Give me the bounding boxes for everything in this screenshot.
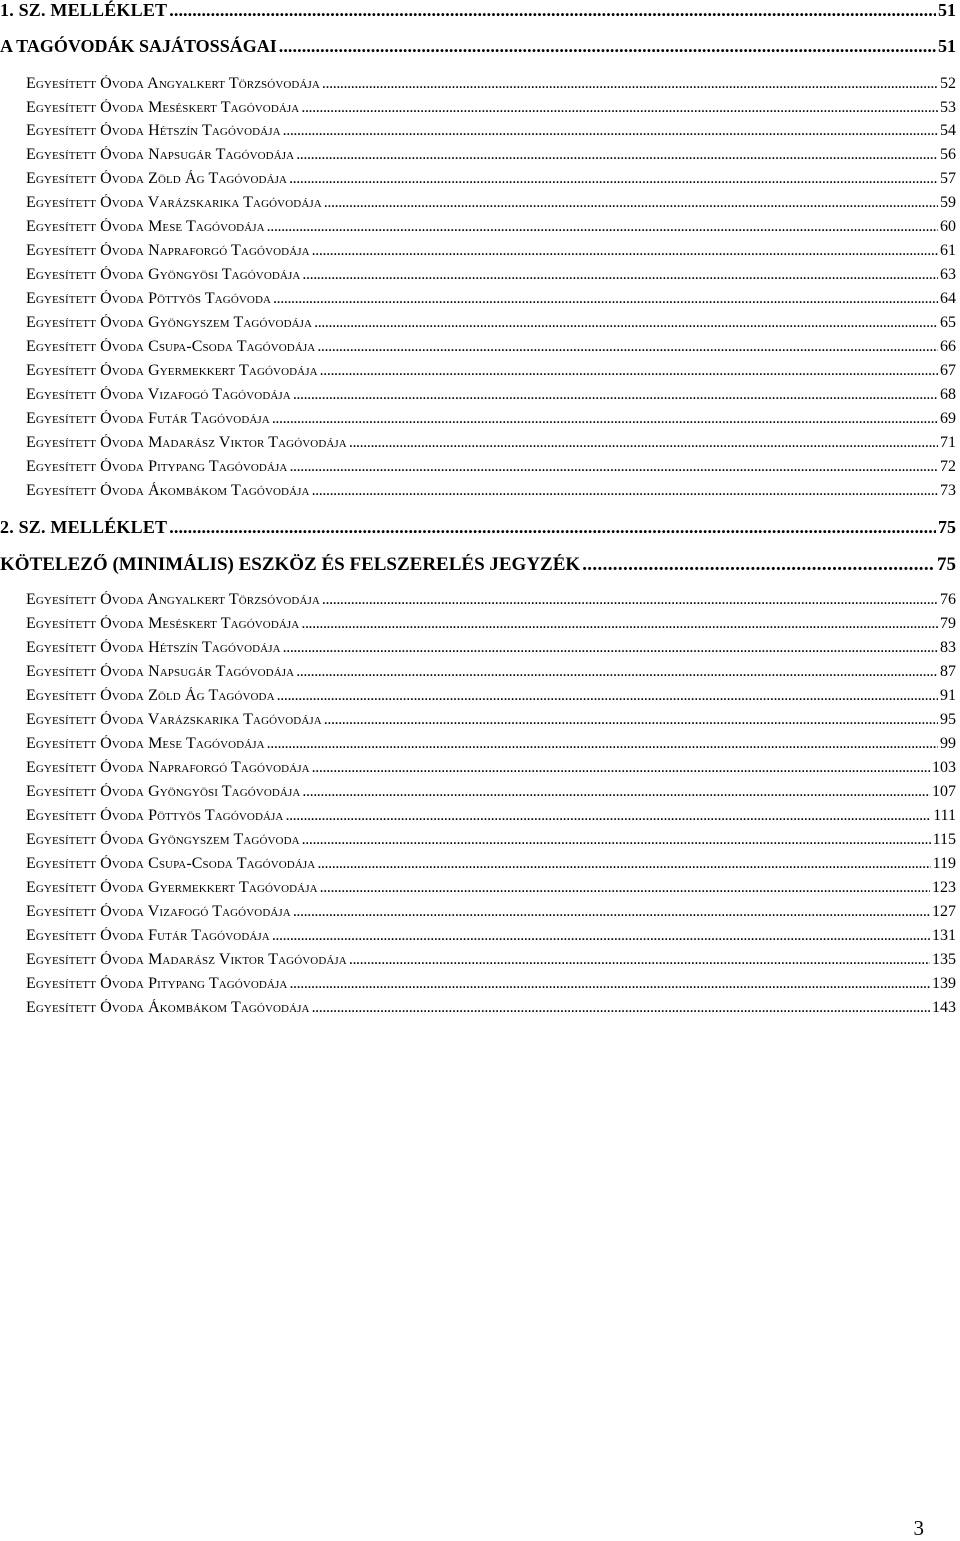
toc-entry-title: Egyesített Óvoda Varázskarika Tagóvodája [26,194,322,211]
toc-entry[interactable] [26,99,956,117]
toc-leader-dots [283,639,938,657]
toc-leader-dots [582,554,935,576]
toc-entry-page: 95 [940,711,956,728]
toc-entry[interactable] [26,482,956,500]
toc-entry-page: 65 [940,314,956,331]
toc-leader-dots [301,615,938,633]
toc-entry-title: Egyesített Óvoda Futár Tagóvodája [26,410,270,427]
toc-heading-page: 75 [938,517,956,537]
toc-leader-dots [302,831,931,849]
toc-entry[interactable] [26,194,956,212]
toc-entry-title: Egyesített Óvoda Zöld Ág Tagóvodája [26,170,288,187]
toc-entry-title: Egyesített Óvoda Meséskert Tagóvodája [26,99,300,116]
toc-leader-dots [312,482,938,500]
toc-entry-title: Egyesített Óvoda Futár Tagóvodája [26,927,270,944]
toc-entry[interactable] [26,146,956,164]
toc-entry-page: 71 [940,434,956,451]
toc-entry-title: Egyesített Óvoda Madarász Viktor Tagóvodája [26,951,347,968]
toc-entry[interactable] [26,218,956,236]
toc-heading-page: 51 [938,0,956,20]
toc-entry-title: Egyesített Óvoda Gyermekkert Tagóvodája [26,879,318,896]
toc-entry-title: Egyesített Óvoda Hétszín Tagóvodája [26,122,281,139]
toc-heading-title: 1. SZ. MELLÉKLET [0,0,168,20]
toc-leader-dots [312,242,938,260]
toc-heading-2[interactable] [0,517,956,538]
toc-leader-dots [320,879,930,897]
toc-entry-page: 66 [940,338,956,355]
toc-entry-page: 83 [940,639,956,656]
toc-leader-dots [322,591,938,609]
page-number: 3 [913,1516,924,1540]
toc-entry[interactable] [26,831,956,849]
toc-entry[interactable] [26,639,956,657]
toc-leader-dots [289,458,938,476]
toc-entry[interactable] [26,879,956,897]
toc-entry[interactable] [26,170,956,188]
toc-entry-page: 52 [940,75,956,92]
toc-leader-dots [324,711,938,729]
toc-entry[interactable] [26,615,956,633]
toc-entry-page: 111 [933,807,956,824]
toc-entry[interactable] [26,242,956,260]
toc-leader-dots [169,0,936,21]
toc-leader-dots [289,975,930,993]
toc-entry-page: 107 [932,783,956,800]
toc-entry-page: 64 [940,290,956,307]
toc-entry-title: Egyesített Óvoda Varázskarika Tagóvodája [26,711,322,728]
toc-entry[interactable] [26,903,956,921]
toc-entry-title: Egyesített Óvoda Pöttyös Tagóvodája [26,807,284,824]
toc-entry-page: 87 [940,663,956,680]
toc-entry-title: Egyesített Óvoda Pitypang Tagóvodája [26,975,288,992]
toc-entry-page: 53 [940,99,956,116]
toc-entry[interactable] [26,759,956,777]
toc-entry-page: 79 [940,615,956,632]
toc-entry-page: 68 [940,386,956,403]
toc-leader-dots [272,410,938,428]
toc-entry-page: 59 [940,194,956,211]
toc-leader-dots [314,314,938,332]
toc-entry-page: 54 [940,122,956,139]
toc-leader-dots [296,663,938,681]
toc-entry-page: 131 [932,927,956,944]
toc-leader-dots [285,807,931,825]
toc-entry-page: 57 [940,170,956,187]
toc-leader-dots [273,290,938,308]
toc-leader-dots [272,927,930,945]
toc-entry-page: 127 [932,903,956,920]
toc-leader-dots [267,218,938,236]
toc-leader-dots [312,759,930,777]
toc-entry[interactable] [26,290,956,308]
toc-entry[interactable] [26,783,956,801]
toc-entry[interactable] [26,807,956,825]
toc-entry-page: 139 [932,975,956,992]
toc-entry-page: 99 [940,735,956,752]
toc-entry[interactable] [26,927,956,945]
toc-leader-dots [277,687,938,705]
toc-entry-title: Egyesített Óvoda Vizafogó Tagóvodája [26,386,291,403]
toc-entry-page: 123 [932,879,956,896]
toc-entry[interactable] [26,362,956,380]
toc-leader-dots [302,266,938,284]
toc-entry[interactable] [26,663,956,681]
toc-entry-title: Egyesített Óvoda Ákombákom Tagóvodája [26,999,310,1016]
toc-entry-title: Egyesített Óvoda Gyöngyösi Tagóvodája [26,783,301,800]
toc-entry[interactable] [26,975,956,993]
toc-entry[interactable] [26,687,956,705]
toc-leader-dots [267,735,938,753]
toc-leader-dots [322,75,938,93]
toc-entry-page: 115 [932,831,956,848]
toc-entry-title: Egyesített Óvoda Gyöngyszem Tagóvodája [26,314,313,331]
toc-leader-dots [283,122,938,140]
toc-subheading-title: KÖTELEZŐ (MINIMÁLIS) ESZKÖZ ÉS FELSZERELÉS JEGYZÉK [0,554,581,575]
toc-entry[interactable] [26,855,956,873]
toc-subheading-page: 75 [937,554,956,575]
toc-leader-dots [317,338,938,356]
toc-entry-title: Egyesített Óvoda Napsugár Tagóvodája [26,663,295,680]
toc-heading-title: 2. SZ. MELLÉKLET [0,517,168,537]
toc-heading-1[interactable] [0,0,956,21]
toc-leader-dots [312,999,930,1017]
toc-entry-page: 91 [940,687,956,704]
toc-entry-page: 63 [940,266,956,283]
toc-leader-dots [296,146,938,164]
toc-entry[interactable] [26,410,956,428]
toc-entry-page: 103 [932,759,956,776]
toc-leader-dots [301,99,938,117]
toc-entry-page: 119 [932,855,956,872]
toc-entry-title: Egyesített Óvoda Meséskert Tagóvodája [26,615,300,632]
toc-entry-page: 61 [940,242,956,259]
toc-entry-page: 56 [940,146,956,163]
toc-leader-dots [349,951,930,969]
toc-leader-dots [289,170,938,188]
toc-entry-page: 69 [940,410,956,427]
toc-entry-page: 72 [940,458,956,475]
toc-leader-dots [293,903,930,921]
toc-entry-title: Egyesített Óvoda Gyöngyszem Tagóvoda [26,831,300,848]
toc-entry-title: Egyesített Óvoda Napraforgó Tagóvodája [26,759,310,776]
toc-entry[interactable] [26,266,956,284]
toc-entry-title: Egyesített Óvoda Zöld Ág Tagóvoda [26,687,275,704]
toc-entry[interactable] [26,735,956,753]
toc-subheading-1[interactable] [0,36,956,57]
toc-entry-title: Egyesített Óvoda Gyöngyösi Tagóvodája [26,266,301,283]
toc-entry-page: 76 [940,591,956,608]
toc-leader-dots [349,434,938,452]
toc-subheading-page: 51 [938,36,956,56]
toc-entry[interactable] [26,386,956,404]
toc-entry-title: Egyesített Óvoda Pöttyös Tagóvoda [26,290,272,307]
toc-entry-title: Egyesített Óvoda Mese Tagóvodája [26,735,265,752]
toc-entry[interactable] [26,458,956,476]
toc-entry[interactable] [26,338,956,356]
toc-entry-title: Egyesített Óvoda Mese Tagóvodája [26,218,265,235]
toc-entry-page: 67 [940,362,956,379]
toc-entry-title: Egyesített Óvoda Gyermekkert Tagóvodája [26,362,318,379]
toc-leader-dots [302,783,930,801]
toc-entry-title: Egyesített Óvoda Angyalkert Törzsóvodája [26,591,320,608]
toc-entry[interactable] [26,434,956,452]
toc-entry-title: Egyesített Óvoda Madarász Viktor Tagóvodája [26,434,347,451]
toc-entry[interactable] [26,711,956,729]
toc-leader-dots [279,36,936,57]
toc-entry-page: 135 [932,951,956,968]
toc-entry-page: 60 [940,218,956,235]
toc-entry-title: Egyesített Óvoda Csupa-Csoda Tagóvodája [26,338,316,355]
toc-leader-dots [169,517,936,538]
toc-leader-dots [320,362,938,380]
toc-subheading-2[interactable] [0,554,956,576]
toc-entry-title: Egyesített Óvoda Pitypang Tagóvodája [26,458,288,475]
toc-entry-title: Egyesített Óvoda Ákombákom Tagóvodája [26,482,310,499]
toc-entry-title: Egyesített Óvoda Angyalkert Törzsóvodája [26,75,320,92]
toc-entry-page: 143 [932,999,956,1016]
toc-entry-title: Egyesített Óvoda Napraforgó Tagóvodája [26,242,310,259]
toc-subheading-title: A TAGÓVODÁK SAJÁTOSSÁGAI [0,36,277,56]
toc-entry[interactable] [26,75,956,93]
toc-entry-title: Egyesített Óvoda Napsugár Tagóvodája [26,146,295,163]
toc-leader-dots [324,194,938,212]
toc-entry-title: Egyesített Óvoda Hétszín Tagóvodája [26,639,281,656]
toc-entry-title: Egyesített Óvoda Vizafogó Tagóvodája [26,903,291,920]
toc-entry[interactable] [26,122,956,140]
toc-entry-title: Egyesített Óvoda Csupa-Csoda Tagóvodája [26,855,316,872]
toc-entry[interactable] [26,951,956,969]
toc-leader-dots [317,855,930,873]
toc-leader-dots [293,386,938,404]
toc-entry[interactable] [26,591,956,609]
toc-entry-page: 73 [940,482,956,499]
toc-entry[interactable] [26,999,956,1017]
toc-entry[interactable] [26,314,956,332]
